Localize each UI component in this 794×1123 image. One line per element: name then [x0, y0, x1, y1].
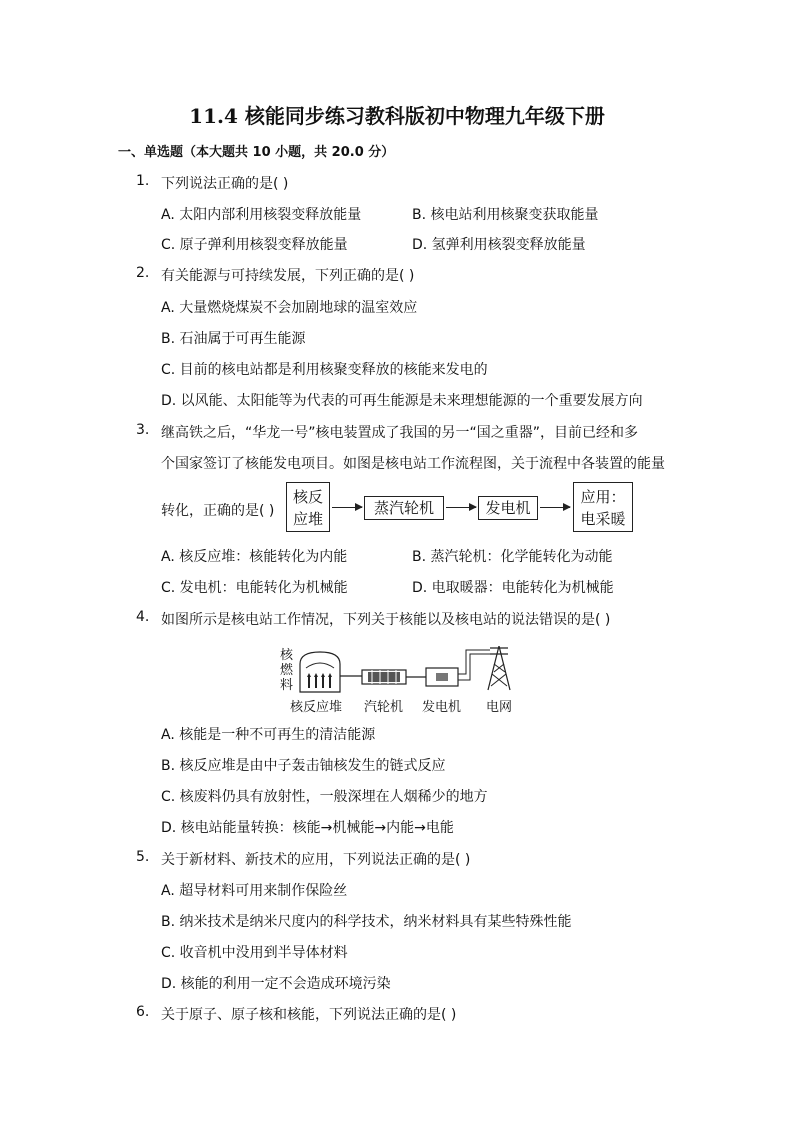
option-c[interactable]: C. 目前的核电站都是利用核聚变释放的核能来发电的	[161, 362, 488, 378]
question-number: 1.	[136, 173, 150, 189]
option-a[interactable]: A. 大量燃烧煤炭不会加剧地球的温室效应	[161, 300, 418, 316]
option-d[interactable]: D. 氢弹利用核裂变释放能量	[412, 237, 586, 253]
power-plant-diagram	[276, 646, 536, 696]
question-number: 6.	[136, 1004, 150, 1020]
question-stem: 关于新材料、新技术的应用，下列说法正确的是( )	[161, 852, 471, 868]
option-c[interactable]: C. 核废料仍具有放射性，一般深埋在人烟稀少的地方	[161, 789, 488, 805]
option-c[interactable]: C. 原子弹利用核裂变释放能量	[161, 237, 348, 253]
question-number: 3.	[136, 422, 150, 438]
reactor-icon	[300, 652, 340, 692]
option-a[interactable]: A. 核反应堆：核能转化为内能	[161, 549, 348, 565]
question-stem-line-3: 转化，正确的是( )	[161, 503, 275, 519]
option-b[interactable]: B. 石油属于可再生能源	[161, 331, 306, 347]
section-heading: 一、单选题（本大题共 10 小题，共 20.0 分）	[118, 145, 395, 160]
option-b[interactable]: B. 蒸汽轮机：化学能转化为动能	[412, 549, 613, 565]
question-number: 4.	[136, 609, 150, 625]
option-b[interactable]: B. 核反应堆是由中子轰击铀核发生的链式反应	[161, 758, 446, 774]
option-d[interactable]: D. 核能的利用一定不会造成环境污染	[161, 976, 391, 992]
option-a[interactable]: A. 太阳内部利用核裂变释放能量	[161, 207, 362, 223]
arrow-icon	[332, 507, 362, 508]
question-stem-line-1: 继高铁之后，“华龙一号”核电装置成了我国的另一“国之重器”，目前已经和多	[161, 425, 639, 441]
power-grid-tower-icon	[488, 646, 510, 690]
power-plant-figure	[276, 646, 536, 716]
option-a[interactable]: A. 超导材料可用来制作保险丝	[161, 883, 348, 899]
question-stem: 有关能源与可持续发展，下列正确的是( )	[161, 268, 415, 284]
option-c[interactable]: C. 收音机中没用到半导体材料	[161, 945, 348, 961]
turbine-icon	[362, 670, 406, 684]
flow-diagram	[286, 480, 646, 536]
question-number: 5.	[136, 849, 150, 865]
question-stem: 下列说法正确的是( )	[161, 176, 289, 192]
option-c[interactable]: C. 发电机：电能转化为机械能	[161, 580, 348, 596]
label-generator: 发电机	[422, 700, 462, 715]
question-number: 2.	[136, 265, 150, 281]
option-d[interactable]: D. 电取暖器：电能转化为机械能	[412, 580, 614, 596]
option-d[interactable]: D. 以风能、太阳能等为代表的可再生能源是未来理想能源的一个重要发展方向	[161, 393, 643, 409]
question-stem: 如图所示是核电站工作情况，下列关于核能以及核电站的说法错误的是( )	[161, 612, 611, 628]
label-turbine: 汽轮机	[364, 700, 404, 715]
option-d[interactable]: D. 核电站能量转换：核能→机械能→内能→电能	[161, 820, 454, 836]
label-grid: 电网	[486, 700, 513, 715]
flow-box-generator: 发电机	[478, 496, 538, 520]
question-stem-line-2: 个国家签订了核能发电项目。如图是核电站工作流程图，关于流程中各装置的能量	[161, 456, 665, 472]
label-nuclear-fuel: 核燃料	[280, 648, 294, 693]
flow-box-reactor: 核反 应堆	[286, 482, 330, 532]
flow-box-turbine: 蒸汽轮机	[364, 496, 444, 520]
arrow-icon	[446, 507, 476, 508]
option-a[interactable]: A. 核能是一种不可再生的清洁能源	[161, 727, 376, 743]
generator-icon	[426, 668, 458, 686]
option-b[interactable]: B. 核电站利用核聚变获取能量	[412, 207, 599, 223]
label-reactor: 核反应堆	[290, 700, 343, 715]
option-b[interactable]: B. 纳米技术是纳米尺度内的科学技术，纳米材料具有某些特殊性能	[161, 914, 572, 930]
arrow-icon	[540, 507, 570, 508]
question-stem: 关于原子、原子核和核能，下列说法正确的是( )	[161, 1007, 457, 1023]
flow-box-application: 应用： 电采暖	[573, 482, 633, 532]
page-title: 11.4 核能同步练习教科版初中物理九年级下册	[189, 104, 605, 128]
